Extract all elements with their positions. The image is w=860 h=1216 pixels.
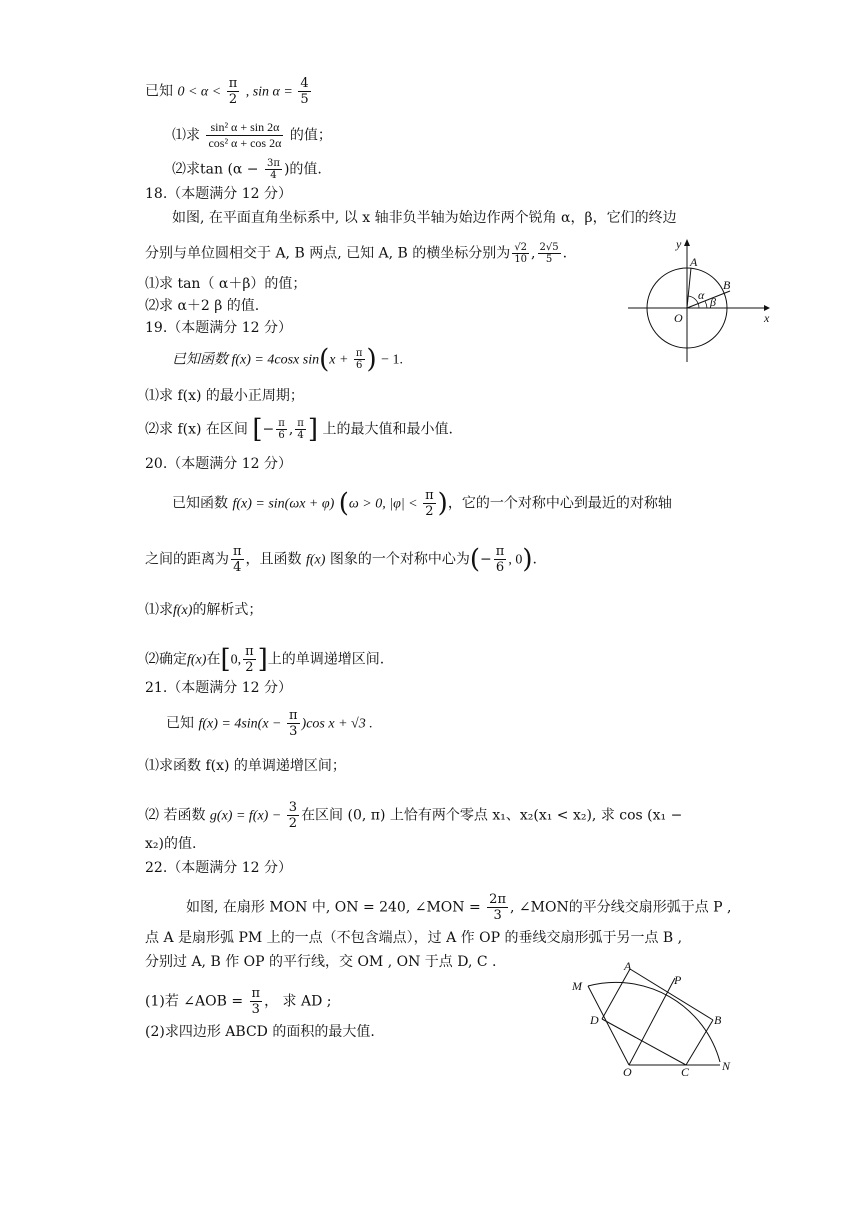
body2-prefix: 分别与单位圆相交于 A, B 两点, 已知 A, B 的横坐标分别为	[145, 245, 511, 262]
frac-den: 2	[245, 660, 254, 675]
given-tail: − 1.	[381, 352, 404, 368]
rparen: )	[437, 488, 448, 519]
q2-mid: 在	[206, 651, 221, 668]
label-o: O	[623, 1065, 632, 1078]
frac-num: π	[297, 418, 304, 429]
q2-suffix: 上的单调递增区间.	[267, 651, 385, 668]
frac-den: 5	[300, 92, 309, 107]
sin-equals: , sin α =	[245, 84, 297, 100]
p20-q2	[145, 644, 384, 675]
q1-suffix: 的值；	[289, 127, 332, 144]
ray-oa	[687, 268, 691, 308]
unit-circle-figure	[624, 236, 774, 366]
trig-ratio-fraction	[206, 120, 283, 151]
q2-prefix: ⑵求tan (α −	[172, 161, 263, 178]
beta-arc	[705, 301, 707, 308]
dist-prefix: 之间的距离为	[145, 551, 229, 568]
given-tail: )cos x + √3 .	[301, 716, 373, 732]
label-y: y	[676, 237, 682, 251]
label-o: O	[674, 311, 683, 325]
label-beta: β	[710, 295, 716, 309]
fx: f(x)	[173, 603, 193, 618]
pi-over-4	[231, 544, 244, 575]
p22-q1	[145, 986, 331, 1017]
frac-den: 6	[278, 430, 285, 441]
q2-prefix: ⑵求 f(x) 在区间	[145, 421, 248, 438]
center-tail: , 0	[508, 552, 523, 568]
q2-suffix: 在区间 (0, π) 上恰有两个零点 x₁、x₂(x₁ < x₂), 求 cos (x₁ −	[301, 807, 683, 824]
frac-num: π	[425, 488, 434, 503]
p21-given	[166, 708, 373, 739]
q1-suffix: 的解析式；	[192, 602, 263, 618]
rbracket: ]	[307, 414, 319, 445]
frac-den: 4	[233, 560, 242, 575]
p20-dist: 之间的距离为 $\frac{\pi}{4}$ ，且函数 f(x) 图象的一个对称中心为(− $\frac{\pi}{6}$ , 0).	[145, 544, 537, 575]
p17-q1	[172, 120, 332, 151]
four-fifths-fraction	[298, 76, 310, 107]
frac-num: 3	[288, 800, 298, 815]
pi-over-2-fraction	[227, 76, 240, 107]
frac-num: 2π	[489, 892, 506, 907]
dist-mid: ，且函数	[245, 551, 302, 568]
frac-den: 5	[545, 254, 553, 265]
sector-figure	[568, 958, 748, 1078]
q2-prefix: ⑵ 若函数	[145, 807, 206, 824]
q2-suffix: 上的最大值和最小值.	[322, 421, 453, 438]
frac-den: 2	[288, 816, 298, 831]
p17-q2	[172, 158, 322, 181]
frac-num: 4	[300, 76, 309, 91]
p18-q1: ⑴求 tan（ α＋β）的值；	[145, 276, 307, 292]
body1-suffix: , ∠MON的平分线交扇形弧于点 P ,	[510, 899, 732, 916]
given-prefix: 已知	[145, 83, 173, 100]
xb-fraction	[538, 242, 561, 265]
frac-den: 6	[495, 560, 505, 575]
p18-header: 18.（本题满分 12 分）	[145, 186, 292, 202]
p18-q2: ⑵求 α＋2 β 的值.	[145, 298, 260, 314]
segment-ad	[602, 969, 630, 1019]
frac-num: π	[495, 544, 505, 559]
y-axis-arrow	[684, 239, 690, 246]
func: f(x) = sin(ωx + φ)	[232, 496, 335, 512]
segment-bc	[686, 1020, 713, 1065]
frac-num: π	[289, 708, 298, 723]
p20-q1	[145, 600, 262, 621]
frac-num: 3π	[267, 158, 280, 169]
frac-num: π	[245, 644, 254, 659]
frac-den: 4	[297, 430, 304, 441]
arg-x: x +	[329, 352, 352, 368]
pi-over-4	[295, 418, 306, 441]
given-func: f(x) = 4sin(x −	[198, 716, 285, 732]
p21-q1: ⑴求函数 f(x) 的单调递增区间；	[145, 758, 346, 774]
frac-num: π	[355, 348, 363, 359]
p19-q1: ⑴求 f(x) 的最小正周期；	[145, 388, 304, 404]
p19-header: 19.（本题满分 12 分）	[145, 320, 292, 336]
label-b: B	[714, 1013, 722, 1027]
rbracket: ]	[257, 644, 268, 675]
frac-num: 2√5	[539, 242, 559, 253]
label-x: x	[764, 311, 770, 325]
dist-mid2: 图象的一个对称中心为	[329, 551, 470, 568]
p22-body1	[186, 892, 731, 923]
lparen: (	[319, 344, 330, 375]
pi-over-3	[250, 986, 263, 1017]
pi-over-3	[287, 708, 300, 739]
three-pi-over-4	[265, 158, 282, 181]
frac-den: 3	[493, 908, 502, 923]
frac-num: √2	[514, 242, 528, 253]
segment-op	[629, 978, 675, 1065]
label-d: D	[590, 1013, 599, 1027]
given-prefix: 已知函数	[172, 495, 228, 512]
given-prefix: 已知	[166, 715, 194, 732]
lparen: (	[469, 544, 481, 575]
xa-fraction	[512, 242, 529, 265]
p21-q2-cont: x₂)的值.	[145, 836, 197, 852]
p22-body3: 分别过 A, B 作 OP 的平行线，交 OM , ON 于点 D, C .	[145, 954, 497, 970]
q2-suffix: )的值.	[283, 161, 322, 178]
zero: 0,	[230, 652, 242, 668]
p19-q2: ⑵求 f(x) 在区间 [− $\frac{\pi}{6}$ , $\frac{\pi}{4}$ ] 上的最大值和最小值.	[145, 414, 453, 445]
lbracket: [	[220, 644, 231, 675]
p21-header: 21.（本题满分 12 分）	[145, 680, 292, 696]
label-a: A	[690, 255, 698, 269]
frac-den: 10	[514, 254, 528, 265]
fx: f(x)	[306, 552, 326, 568]
rparen: )	[366, 344, 377, 375]
p18-body1: 如图, 在平面直角坐标系中, 以 x 轴非负半轴为始边作两个锐角 α，β，它们的终边	[172, 210, 677, 226]
g-func: g(x) = f(x) −	[209, 808, 285, 824]
ray-ob	[687, 291, 730, 308]
p20-header: 20.（本题满分 12 分）	[145, 456, 292, 472]
segment-ab	[630, 969, 713, 1020]
pi-over-2	[243, 644, 256, 675]
p21-q2	[145, 800, 682, 831]
p18-body2: 分别与单位圆相交于 A, B 两点, 已知 A, B 的横坐标分别为 $\frac{√2}{10}$ , $\frac{2√5}{5}$ .	[145, 242, 568, 265]
q2-prefix: ⑵确定	[145, 651, 187, 668]
frac-num: π	[228, 76, 238, 91]
frac-den: cos² α + cos 2α	[208, 136, 282, 150]
frac-den: 2	[228, 92, 238, 107]
q1-prefix: ⑴求	[145, 602, 173, 618]
label-a: A	[624, 959, 632, 973]
neg-pi-over-6	[276, 418, 287, 441]
frac-den: 3	[251, 1002, 260, 1017]
label-n: N	[722, 1059, 731, 1073]
pi-over-6	[354, 348, 365, 371]
frac-num: sin² α + sin 2α	[206, 120, 283, 136]
label-m: M	[572, 979, 582, 993]
rparen: )	[522, 544, 533, 575]
frac-den: 6	[356, 360, 363, 371]
fx: f(x)	[187, 652, 207, 668]
label-c: C	[681, 1065, 690, 1078]
p22-q2: (2)求四边形 ABCD 的面积的最大值.	[145, 1024, 375, 1040]
q1-prefix: ⑴求	[172, 127, 200, 144]
frac-num: π	[278, 418, 285, 429]
given-inequality: 0 < α <	[177, 84, 225, 100]
label-b: B	[723, 278, 731, 292]
frac-num: π	[233, 544, 242, 559]
given-func: 已知函数 f(x) = 4cosx sin	[172, 352, 320, 368]
p19-given	[172, 344, 404, 375]
lparen: (	[338, 488, 349, 519]
label-alpha: α	[698, 288, 705, 302]
frac-den: 2	[425, 504, 434, 519]
p22-body2: 点 A 是扇形弧 PM 上的一点（不包含端点），过 A 作 OP 的垂线交扇形弧于另一点 B ,	[145, 930, 683, 946]
frac-den: 4	[270, 170, 277, 181]
body1-prefix: 如图, 在扇形 MON 中, ON = 240, ∠MON =	[186, 899, 486, 916]
q1-prefix: (1)若 ∠AOB =	[145, 993, 248, 1010]
two-pi-over-3	[487, 892, 508, 923]
label-p: P	[674, 973, 682, 987]
q1-suffix: ， 求 AD ;	[264, 993, 332, 1010]
p22-header: 22.（本题满分 12 分）	[145, 860, 292, 876]
p17-given	[145, 76, 313, 107]
frac-den: 3	[289, 724, 298, 739]
pi-over-2	[423, 488, 436, 519]
segment-dc	[602, 1019, 686, 1065]
lbracket: [	[252, 414, 263, 445]
three-halves	[287, 800, 299, 831]
cond: ω > 0, |φ| <	[348, 496, 422, 512]
frac-num: π	[251, 986, 261, 1001]
pi-over-6	[494, 544, 507, 575]
p20-given	[172, 488, 672, 519]
given-suffix: ，它的一个对称中心到最近的对称轴	[447, 495, 672, 512]
